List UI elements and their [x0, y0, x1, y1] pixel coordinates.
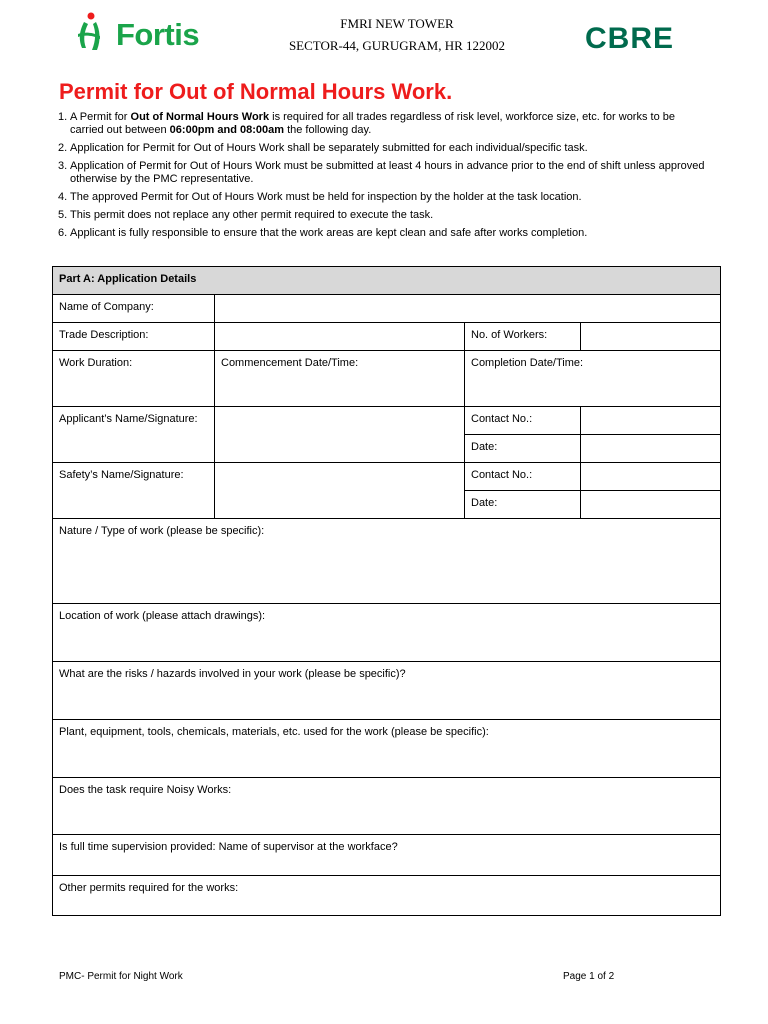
- fortis-figure-icon: [74, 12, 114, 54]
- rule-item: 2. Application for Permit for Out of Hours Work shall be separately submitted for each individual/specific task.: [58, 142, 588, 154]
- page-title: Permit for Out of Normal Hours Work.: [59, 79, 453, 104]
- location-of-work-field[interactable]: Location of work (please attach drawings):: [53, 604, 721, 662]
- applicant-contact-label: Contact No.:: [465, 407, 581, 435]
- cbre-logo: CBRE: [585, 22, 675, 55]
- applicant-date-field[interactable]: [581, 435, 721, 463]
- applicant-contact-field[interactable]: [581, 407, 721, 435]
- work-duration-label: Work Duration:: [53, 351, 215, 407]
- trade-description-field[interactable]: [215, 323, 465, 351]
- rule-item: 6. Applicant is fully responsible to ensure that the work areas are kept clean and safe after works completion.: [58, 227, 588, 239]
- risks-field[interactable]: What are the risks / hazards involved in your work (please be specific)?: [53, 662, 721, 720]
- footer-doc-name: PMC- Permit for Night Work: [59, 971, 183, 982]
- fortis-logo: [74, 12, 214, 54]
- rule-item: 4. The approved Permit for Out of Hours Work must be held for inspection by the holder at the task location.: [58, 191, 582, 203]
- plant-equipment-field[interactable]: Plant, equipment, tools, chemicals, materials, etc. used for the work (please be specific):: [53, 720, 721, 778]
- rules-list: [58, 111, 708, 245]
- completion-field[interactable]: Completion Date/Time:: [465, 351, 721, 407]
- fortis-logo-text: Fortis: [116, 17, 200, 52]
- applicant-date-label: Date:: [465, 435, 581, 463]
- rule-item: 3. Application of Permit for Out of Hours Work must be submitted at least 4 hours in advance prior to the end of shift unless approved otherwise by the PMC representative.: [58, 160, 705, 185]
- safety-label: Safety’s Name/Signature:: [53, 463, 215, 519]
- address-line-1: FMRI NEW TOWER: [340, 16, 454, 31]
- safety-contact-field[interactable]: [581, 463, 721, 491]
- commencement-field[interactable]: Commencement Date/Time:: [215, 351, 465, 407]
- nature-of-work-field[interactable]: Nature / Type of work (please be specific):: [53, 519, 721, 604]
- applicant-field[interactable]: [215, 407, 465, 463]
- name-of-company-label: Name of Company:: [53, 295, 215, 323]
- safety-contact-label: Contact No.:: [465, 463, 581, 491]
- applicant-label: Applicant’s Name/Signature:: [53, 407, 215, 463]
- safety-date-field[interactable]: [581, 491, 721, 519]
- trade-description-label: Trade Description:: [53, 323, 215, 351]
- address-line-2: SECTOR-44, GURUGRAM, HR 122002: [288, 38, 506, 53]
- no-of-workers-field[interactable]: [581, 323, 721, 351]
- footer-page-number: Page 1 of 2: [563, 971, 615, 982]
- safety-date-label: Date:: [465, 491, 581, 519]
- safety-field[interactable]: [215, 463, 465, 519]
- supervision-field[interactable]: Is full time supervision provided: Name of supervisor at the workface?: [53, 835, 721, 876]
- no-of-workers-label: No. of Workers:: [465, 323, 581, 351]
- rule-item: 1. A Permit for Out of Normal Hours Work is required for all trades regardless of risk level, workforce size, etc. for works to be carried out between 06:00pm and 08:00am the following day.: [58, 111, 675, 136]
- noisy-works-field[interactable]: Does the task require Noisy Works:: [53, 778, 721, 835]
- name-of-company-field[interactable]: [215, 295, 721, 323]
- rule-item: 5. This permit does not replace any other permit required to execute the task.: [58, 209, 434, 221]
- section-a-header: Part A: Application Details: [53, 267, 721, 295]
- application-form-table: [52, 266, 721, 916]
- other-permits-field[interactable]: Other permits required for the works:: [53, 876, 721, 916]
